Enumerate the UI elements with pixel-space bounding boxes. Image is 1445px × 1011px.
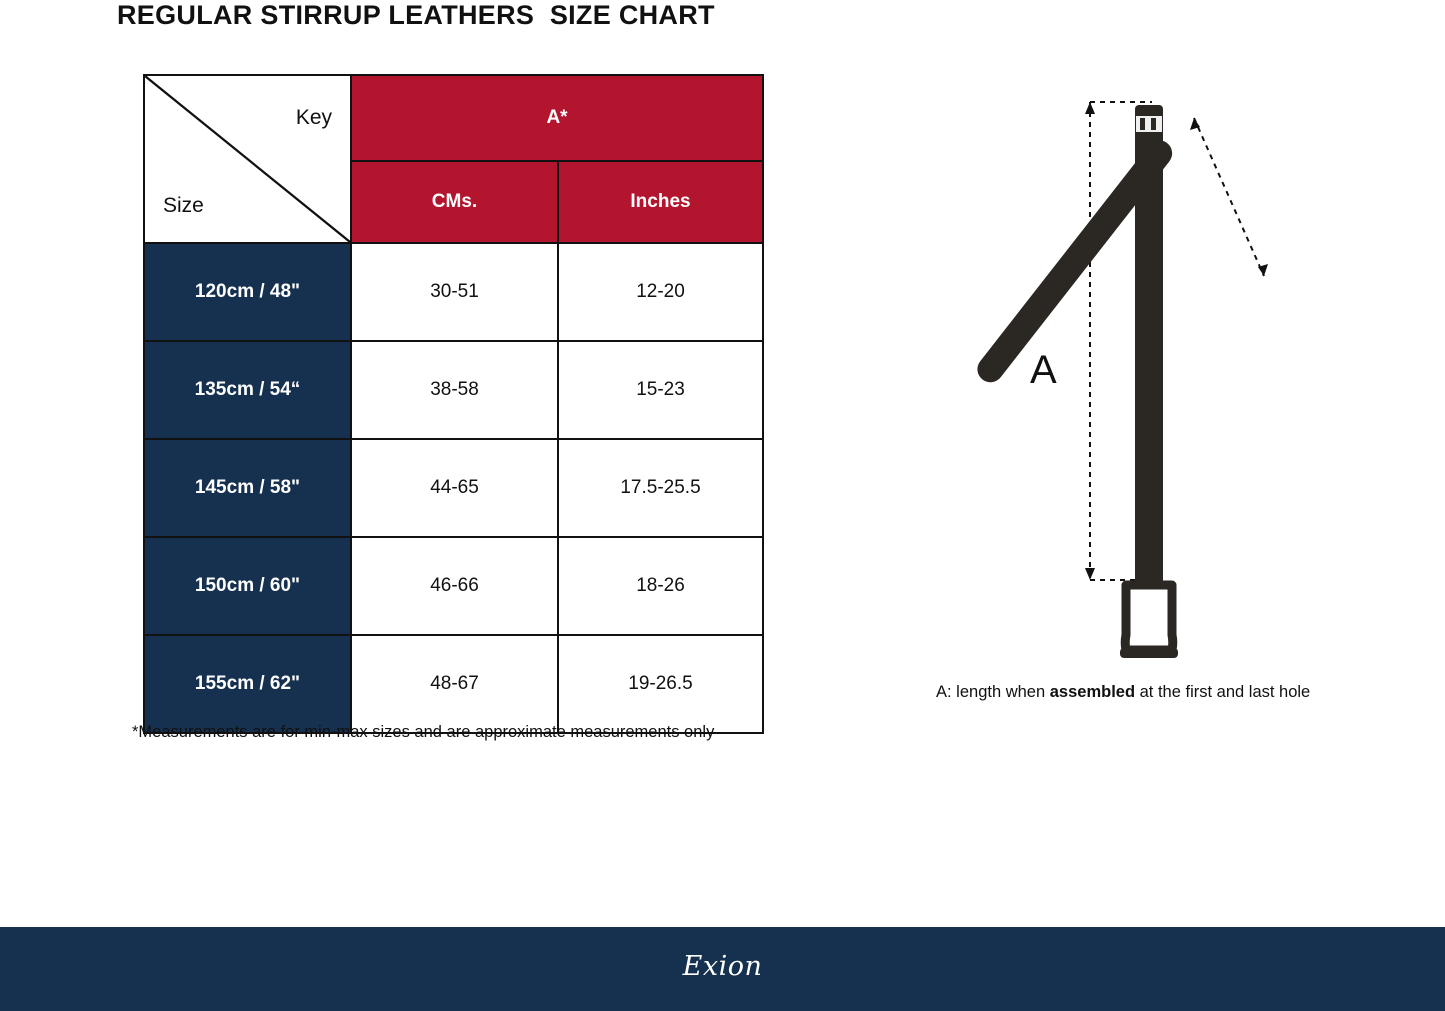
size-chart-table [143,74,764,734]
stirrup-leather-diagram [930,80,1360,680]
table-row [144,635,763,733]
row-size: 120cm / 48" [144,243,351,341]
caption-bold: assembled [1049,683,1136,701]
footer-bar [0,927,1445,1011]
page-title: REGULAR STIRRUP LEATHERS SIZE CHART [117,0,715,30]
row-cm: 44-65 [351,439,558,537]
row-size: 135cm / 54“ [144,341,351,439]
size-label: Size [163,194,204,217]
measurement-footnote: *Measurements are for min-max sizes and are approximate measurements only [132,723,715,741]
row-size: 155cm / 62" [144,635,351,733]
row-size: 145cm / 58" [144,439,351,537]
caption-prefix: A: length when [936,683,1050,701]
caption-suffix: at the first and last hole [1135,683,1311,701]
row-inch: 18-26 [558,537,763,635]
row-inch: 17.5-25.5 [558,439,763,537]
sub-header-inches: Inches [558,161,763,243]
table-row [144,341,763,439]
row-cm: 46-66 [351,537,558,635]
row-cm: 48-67 [351,635,558,733]
table-row [144,439,763,537]
table-header-row-1 [144,75,763,161]
size-chart-table-wrap [143,74,764,734]
corner-key-size-cell [144,75,351,243]
row-cm: 30-51 [351,243,558,341]
dimension-a-label: A [1030,348,1057,392]
stirrup-leather-illustration-icon [930,80,1360,680]
group-header-a: A* [351,75,763,161]
row-inch: 19-26.5 [558,635,763,733]
table-row [144,537,763,635]
key-label: Key [295,106,332,129]
row-inch: 12-20 [558,243,763,341]
row-size: 150cm / 60" [144,537,351,635]
row-cm: 38-58 [351,341,558,439]
row-inch: 15-23 [558,341,763,439]
sub-header-cm: CMs. [351,161,558,243]
table-row [144,243,763,341]
brand-logo: Exion [682,951,763,982]
diagram-caption [936,683,1310,702]
